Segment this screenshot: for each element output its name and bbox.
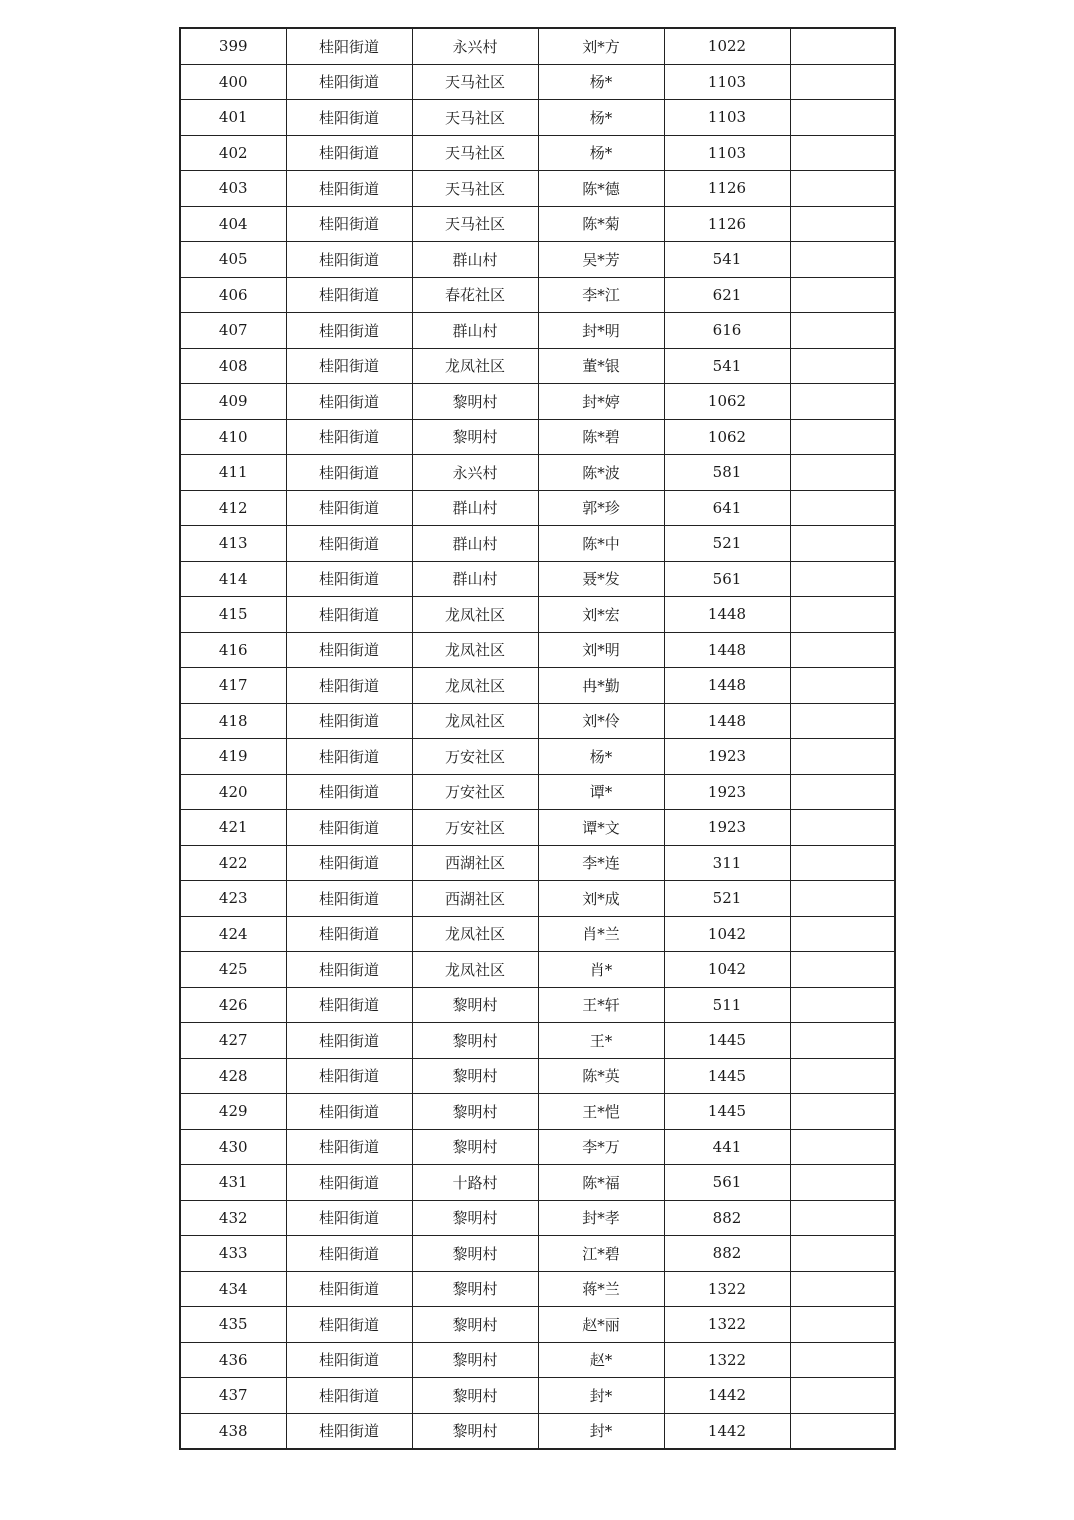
- cell-name: 封*孝: [538, 1200, 664, 1236]
- cell-street: 桂阳街道: [286, 1378, 412, 1414]
- cell-village: 万安社区: [412, 774, 538, 810]
- cell-note: [790, 490, 895, 526]
- cell-note: [790, 703, 895, 739]
- cell-index: 408: [180, 348, 286, 384]
- cell-index: 412: [180, 490, 286, 526]
- cell-amount: 1322: [664, 1271, 790, 1307]
- cell-name: 刘*宏: [538, 597, 664, 633]
- table-row: [180, 171, 895, 207]
- cell-amount: 882: [664, 1236, 790, 1272]
- cell-village: 龙凤社区: [412, 916, 538, 952]
- cell-index: 416: [180, 632, 286, 668]
- cell-street: 桂阳街道: [286, 1200, 412, 1236]
- cell-street: 桂阳街道: [286, 703, 412, 739]
- table-row: [180, 277, 895, 313]
- cell-note: [790, 171, 895, 207]
- cell-amount: 521: [664, 881, 790, 917]
- cell-village: 黎明村: [412, 1023, 538, 1059]
- cell-amount: 641: [664, 490, 790, 526]
- cell-street: 桂阳街道: [286, 419, 412, 455]
- cell-note: [790, 1413, 895, 1449]
- table-row: [180, 916, 895, 952]
- table-row: [180, 1307, 895, 1343]
- cell-amount: 621: [664, 277, 790, 313]
- cell-name: 董*银: [538, 348, 664, 384]
- cell-index: 424: [180, 916, 286, 952]
- table-row: [180, 1058, 895, 1094]
- cell-name: 蒋*兰: [538, 1271, 664, 1307]
- cell-index: 433: [180, 1236, 286, 1272]
- cell-name: 王*: [538, 1023, 664, 1059]
- cell-village: 黎明村: [412, 1378, 538, 1414]
- cell-name: 刘*明: [538, 632, 664, 668]
- table-row: [180, 242, 895, 278]
- cell-note: [790, 455, 895, 491]
- cell-name: 聂*发: [538, 561, 664, 597]
- cell-street: 桂阳街道: [286, 135, 412, 171]
- cell-amount: 1445: [664, 1058, 790, 1094]
- cell-street: 桂阳街道: [286, 171, 412, 207]
- table-row: [180, 64, 895, 100]
- cell-amount: 1442: [664, 1413, 790, 1449]
- cell-note: [790, 1200, 895, 1236]
- cell-amount: 541: [664, 348, 790, 384]
- cell-index: 410: [180, 419, 286, 455]
- cell-index: 426: [180, 987, 286, 1023]
- cell-amount: 1322: [664, 1307, 790, 1343]
- cell-street: 桂阳街道: [286, 277, 412, 313]
- cell-name: 刘*伶: [538, 703, 664, 739]
- cell-village: 黎明村: [412, 1058, 538, 1094]
- cell-index: 438: [180, 1413, 286, 1449]
- cell-name: 封*: [538, 1378, 664, 1414]
- table-row: [180, 561, 895, 597]
- cell-index: 414: [180, 561, 286, 597]
- cell-name: 杨*: [538, 100, 664, 136]
- cell-name: 杨*: [538, 135, 664, 171]
- cell-name: 刘*方: [538, 28, 664, 64]
- cell-amount: 511: [664, 987, 790, 1023]
- cell-street: 桂阳街道: [286, 348, 412, 384]
- table-row: [180, 28, 895, 64]
- cell-street: 桂阳街道: [286, 881, 412, 917]
- cell-index: 420: [180, 774, 286, 810]
- cell-village: 西湖社区: [412, 845, 538, 881]
- cell-village: 黎明村: [412, 1342, 538, 1378]
- cell-street: 桂阳街道: [286, 1129, 412, 1165]
- cell-note: [790, 597, 895, 633]
- cell-street: 桂阳街道: [286, 1236, 412, 1272]
- cell-street: 桂阳街道: [286, 1058, 412, 1094]
- cell-name: 封*明: [538, 313, 664, 349]
- cell-street: 桂阳街道: [286, 668, 412, 704]
- cell-name: 杨*: [538, 739, 664, 775]
- cell-village: 群山村: [412, 490, 538, 526]
- table-row: [180, 135, 895, 171]
- cell-amount: 1923: [664, 739, 790, 775]
- cell-note: [790, 1129, 895, 1165]
- cell-name: 陈*菊: [538, 206, 664, 242]
- cell-village: 黎明村: [412, 419, 538, 455]
- cell-street: 桂阳街道: [286, 1023, 412, 1059]
- cell-amount: 1062: [664, 419, 790, 455]
- cell-index: 399: [180, 28, 286, 64]
- cell-street: 桂阳街道: [286, 490, 412, 526]
- cell-index: 428: [180, 1058, 286, 1094]
- cell-street: 桂阳街道: [286, 242, 412, 278]
- cell-village: 黎明村: [412, 1094, 538, 1130]
- cell-note: [790, 313, 895, 349]
- cell-index: 430: [180, 1129, 286, 1165]
- cell-amount: 882: [664, 1200, 790, 1236]
- cell-index: 422: [180, 845, 286, 881]
- cell-amount: 541: [664, 242, 790, 278]
- cell-index: 401: [180, 100, 286, 136]
- table-row: [180, 1271, 895, 1307]
- cell-name: 肖*: [538, 952, 664, 988]
- cell-village: 天马社区: [412, 171, 538, 207]
- table-row: [180, 348, 895, 384]
- cell-note: [790, 916, 895, 952]
- cell-name: 刘*成: [538, 881, 664, 917]
- cell-note: [790, 810, 895, 846]
- table-row: [180, 455, 895, 491]
- cell-village: 万安社区: [412, 739, 538, 775]
- cell-note: [790, 881, 895, 917]
- cell-index: 418: [180, 703, 286, 739]
- cell-name: 肖*兰: [538, 916, 664, 952]
- cell-name: 李*江: [538, 277, 664, 313]
- cell-village: 黎明村: [412, 1236, 538, 1272]
- cell-name: 吴*芳: [538, 242, 664, 278]
- cell-name: 郭*珍: [538, 490, 664, 526]
- cell-street: 桂阳街道: [286, 384, 412, 420]
- cell-amount: 1448: [664, 668, 790, 704]
- cell-street: 桂阳街道: [286, 1271, 412, 1307]
- cell-index: 431: [180, 1165, 286, 1201]
- cell-amount: 1103: [664, 64, 790, 100]
- table-row: [180, 313, 895, 349]
- cell-street: 桂阳街道: [286, 206, 412, 242]
- cell-index: 417: [180, 668, 286, 704]
- cell-street: 桂阳街道: [286, 64, 412, 100]
- cell-village: 黎明村: [412, 1307, 538, 1343]
- cell-note: [790, 384, 895, 420]
- table-row: [180, 774, 895, 810]
- table-row: [180, 1094, 895, 1130]
- cell-name: 王*轩: [538, 987, 664, 1023]
- cell-village: 龙凤社区: [412, 952, 538, 988]
- cell-street: 桂阳街道: [286, 455, 412, 491]
- cell-street: 桂阳街道: [286, 1413, 412, 1449]
- cell-index: 413: [180, 526, 286, 562]
- cell-note: [790, 1236, 895, 1272]
- cell-amount: 441: [664, 1129, 790, 1165]
- cell-note: [790, 952, 895, 988]
- cell-name: 陈*中: [538, 526, 664, 562]
- cell-index: 400: [180, 64, 286, 100]
- cell-index: 404: [180, 206, 286, 242]
- cell-amount: 1042: [664, 916, 790, 952]
- cell-street: 桂阳街道: [286, 810, 412, 846]
- cell-village: 永兴村: [412, 455, 538, 491]
- cell-village: 西湖社区: [412, 881, 538, 917]
- cell-amount: 1445: [664, 1023, 790, 1059]
- cell-amount: 1448: [664, 703, 790, 739]
- cell-village: 永兴村: [412, 28, 538, 64]
- cell-amount: 616: [664, 313, 790, 349]
- cell-village: 龙凤社区: [412, 348, 538, 384]
- cell-index: 423: [180, 881, 286, 917]
- cell-index: 402: [180, 135, 286, 171]
- cell-amount: 1022: [664, 28, 790, 64]
- cell-village: 天马社区: [412, 64, 538, 100]
- table-row: [180, 1129, 895, 1165]
- cell-name: 江*碧: [538, 1236, 664, 1272]
- cell-village: 天马社区: [412, 206, 538, 242]
- cell-index: 419: [180, 739, 286, 775]
- cell-index: 403: [180, 171, 286, 207]
- cell-street: 桂阳街道: [286, 1165, 412, 1201]
- cell-note: [790, 845, 895, 881]
- table-row: [180, 1342, 895, 1378]
- table-row: [180, 526, 895, 562]
- cell-note: [790, 1307, 895, 1343]
- cell-note: [790, 1058, 895, 1094]
- cell-street: 桂阳街道: [286, 100, 412, 136]
- cell-amount: 1322: [664, 1342, 790, 1378]
- cell-name: 冉*勤: [538, 668, 664, 704]
- cell-amount: 1448: [664, 632, 790, 668]
- cell-street: 桂阳街道: [286, 845, 412, 881]
- cell-amount: 1923: [664, 810, 790, 846]
- cell-name: 封*: [538, 1413, 664, 1449]
- cell-amount: 1126: [664, 171, 790, 207]
- cell-name: 王*恺: [538, 1094, 664, 1130]
- roster-table: [179, 27, 896, 1450]
- cell-index: 427: [180, 1023, 286, 1059]
- cell-amount: 1103: [664, 100, 790, 136]
- cell-name: 赵*: [538, 1342, 664, 1378]
- cell-street: 桂阳街道: [286, 987, 412, 1023]
- cell-note: [790, 526, 895, 562]
- cell-amount: 581: [664, 455, 790, 491]
- table-row: [180, 206, 895, 242]
- cell-street: 桂阳街道: [286, 774, 412, 810]
- table-row: [180, 597, 895, 633]
- cell-name: 陈*英: [538, 1058, 664, 1094]
- cell-index: 409: [180, 384, 286, 420]
- cell-index: 405: [180, 242, 286, 278]
- cell-street: 桂阳街道: [286, 739, 412, 775]
- table-row: [180, 1023, 895, 1059]
- cell-village: 万安社区: [412, 810, 538, 846]
- cell-index: 429: [180, 1094, 286, 1130]
- cell-village: 群山村: [412, 242, 538, 278]
- table-row: [180, 384, 895, 420]
- cell-index: 437: [180, 1378, 286, 1414]
- cell-note: [790, 419, 895, 455]
- cell-street: 桂阳街道: [286, 1094, 412, 1130]
- cell-index: 436: [180, 1342, 286, 1378]
- cell-index: 425: [180, 952, 286, 988]
- cell-village: 龙凤社区: [412, 703, 538, 739]
- cell-amount: 1923: [664, 774, 790, 810]
- cell-amount: 521: [664, 526, 790, 562]
- cell-note: [790, 242, 895, 278]
- cell-village: 十路村: [412, 1165, 538, 1201]
- cell-index: 434: [180, 1271, 286, 1307]
- cell-amount: 1126: [664, 206, 790, 242]
- table-row: [180, 1200, 895, 1236]
- cell-street: 桂阳街道: [286, 561, 412, 597]
- cell-note: [790, 1342, 895, 1378]
- table-row: [180, 703, 895, 739]
- cell-name: 陈*德: [538, 171, 664, 207]
- cell-village: 天马社区: [412, 100, 538, 136]
- table-row: [180, 419, 895, 455]
- table-row: [180, 881, 895, 917]
- cell-village: 群山村: [412, 561, 538, 597]
- cell-note: [790, 739, 895, 775]
- cell-street: 桂阳街道: [286, 916, 412, 952]
- cell-village: 黎明村: [412, 1200, 538, 1236]
- cell-index: 407: [180, 313, 286, 349]
- cell-street: 桂阳街道: [286, 952, 412, 988]
- cell-village: 龙凤社区: [412, 668, 538, 704]
- cell-village: 春花社区: [412, 277, 538, 313]
- cell-name: 谭*: [538, 774, 664, 810]
- cell-village: 龙凤社区: [412, 597, 538, 633]
- cell-amount: 1062: [664, 384, 790, 420]
- cell-note: [790, 206, 895, 242]
- cell-name: 赵*丽: [538, 1307, 664, 1343]
- cell-village: 黎明村: [412, 384, 538, 420]
- cell-village: 黎明村: [412, 987, 538, 1023]
- cell-note: [790, 1271, 895, 1307]
- table-row: [180, 952, 895, 988]
- table-row: [180, 739, 895, 775]
- cell-note: [790, 277, 895, 313]
- table-row: [180, 810, 895, 846]
- cell-street: 桂阳街道: [286, 632, 412, 668]
- cell-index: 432: [180, 1200, 286, 1236]
- cell-name: 陈*福: [538, 1165, 664, 1201]
- cell-village: 天马社区: [412, 135, 538, 171]
- cell-village: 黎明村: [412, 1129, 538, 1165]
- cell-amount: 1445: [664, 1094, 790, 1130]
- cell-index: 406: [180, 277, 286, 313]
- cell-note: [790, 28, 895, 64]
- cell-name: 李*万: [538, 1129, 664, 1165]
- table-row: [180, 668, 895, 704]
- cell-street: 桂阳街道: [286, 28, 412, 64]
- cell-note: [790, 100, 895, 136]
- cell-amount: 1103: [664, 135, 790, 171]
- cell-note: [790, 632, 895, 668]
- cell-amount: 561: [664, 1165, 790, 1201]
- cell-index: 411: [180, 455, 286, 491]
- cell-street: 桂阳街道: [286, 597, 412, 633]
- cell-street: 桂阳街道: [286, 526, 412, 562]
- cell-index: 421: [180, 810, 286, 846]
- cell-note: [790, 135, 895, 171]
- table-row: [180, 1378, 895, 1414]
- table-row: [180, 490, 895, 526]
- table-row: [180, 1413, 895, 1449]
- cell-note: [790, 987, 895, 1023]
- cell-note: [790, 348, 895, 384]
- cell-name: 杨*: [538, 64, 664, 100]
- cell-village: 龙凤社区: [412, 632, 538, 668]
- cell-note: [790, 774, 895, 810]
- cell-village: 群山村: [412, 313, 538, 349]
- cell-village: 群山村: [412, 526, 538, 562]
- table-row: [180, 1236, 895, 1272]
- cell-amount: 1042: [664, 952, 790, 988]
- cell-index: 415: [180, 597, 286, 633]
- cell-name: 李*连: [538, 845, 664, 881]
- cell-street: 桂阳街道: [286, 1307, 412, 1343]
- cell-name: 陈*波: [538, 455, 664, 491]
- cell-amount: 311: [664, 845, 790, 881]
- table-row: [180, 632, 895, 668]
- table-row: [180, 100, 895, 136]
- cell-name: 陈*碧: [538, 419, 664, 455]
- cell-street: 桂阳街道: [286, 1342, 412, 1378]
- roster-table-body: [180, 28, 895, 1449]
- cell-note: [790, 1023, 895, 1059]
- cell-note: [790, 1165, 895, 1201]
- cell-amount: 1442: [664, 1378, 790, 1414]
- cell-street: 桂阳街道: [286, 313, 412, 349]
- cell-note: [790, 561, 895, 597]
- table-row: [180, 1165, 895, 1201]
- cell-note: [790, 1094, 895, 1130]
- cell-note: [790, 64, 895, 100]
- cell-note: [790, 1378, 895, 1414]
- cell-village: 黎明村: [412, 1413, 538, 1449]
- table-row: [180, 845, 895, 881]
- cell-name: 谭*文: [538, 810, 664, 846]
- table-row: [180, 987, 895, 1023]
- cell-name: 封*婷: [538, 384, 664, 420]
- cell-village: 黎明村: [412, 1271, 538, 1307]
- cell-index: 435: [180, 1307, 286, 1343]
- cell-note: [790, 668, 895, 704]
- cell-amount: 1448: [664, 597, 790, 633]
- cell-amount: 561: [664, 561, 790, 597]
